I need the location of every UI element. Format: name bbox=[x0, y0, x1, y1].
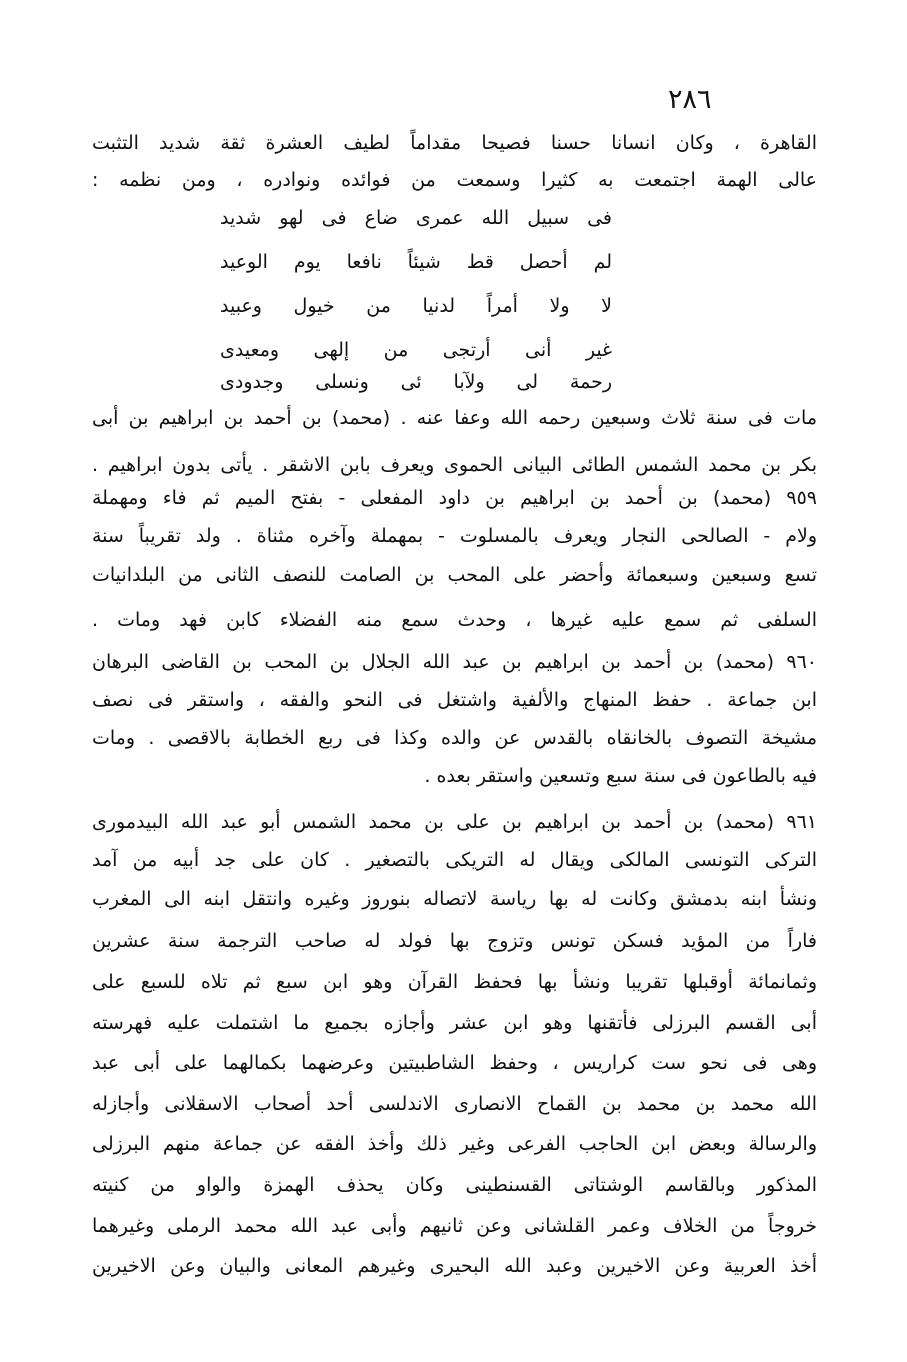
text-line: ونشأ ابنه بدمشق وكانت له بها رياسة لاتصاله بنوروز وغيره وانتقل ابنه الى المغرب bbox=[92, 888, 817, 910]
text-line: عالى الهمة اجتمعت به كثيرا وسمعت من فوائده ونوادره ، ومن نظمه : bbox=[92, 169, 817, 191]
poem-verse: فى سبيل الله عمرى ضاع فى لهو شديد bbox=[220, 207, 612, 229]
poem-verse: غير أنى أرتجى من إلهى ومعيدى bbox=[220, 339, 612, 361]
text-line: القاهرة ، وكان انسانا حسنا فصيحا مقداماً لطيف العشرة ثقة شديد التثبت bbox=[92, 132, 817, 154]
page-number: ٢٨٦ bbox=[668, 84, 712, 115]
text-line: السلفى ثم سمع عليه غيرها ، وحدث سمع منه الفضلاء كابن فهد ومات . bbox=[92, 609, 817, 631]
text-line: مشيخة التصوف بالخانقاه بالقدس عن والده وكذا فى ربع الخطابة بالاقصى . ومات bbox=[92, 727, 817, 749]
text-line: بكر بن محمد الشمس الطائى البيانى الحموى ويعرف بابن الاشقر . يأتى بدون ابراهيم . bbox=[92, 454, 817, 476]
poem-verse: لم أحصل قط شيئاً نافعا يوم الوعيد bbox=[220, 251, 612, 273]
poem-verse: لا ولا أمراً لدنيا من خيول وعبيد bbox=[220, 295, 612, 317]
text-line: وهى فى نحو ست كراريس ، وحفظ الشاطبيتين وعرضهما بكمالهما على أبى عبد bbox=[92, 1052, 817, 1074]
text-line: الله محمد بن محمد بن القماح الانصارى الاندلسى أحد أصحاب الاسقلانى وأجازله bbox=[92, 1093, 817, 1115]
text-line: وثمانمائة أوقبلها تقريبا ونشأ بها فحفظ القرآن وهو ابن سبع ثم تلاه للسبع على bbox=[92, 971, 817, 993]
text-line: مات فى سنة ثلاث وسبعين رحمه الله وعفا عنه . (محمد) بن أحمد بن ابراهيم بن أبى bbox=[92, 407, 817, 429]
text-line: ابن جماعة . حفظ المنهاج والألفية واشتغل فى النحو والفقه ، واستقر فى نصف bbox=[92, 689, 817, 711]
text-line: ولام - الصالحى النجار ويعرف بالمسلوت - بمهملة وآخره مثناة . ولد تقريباً سنة bbox=[92, 525, 817, 547]
text-line: أخذ العربية وعن الاخيرين وعبد الله البحيرى وغيرهم المعانى والبيان وعن الاخيرين bbox=[92, 1255, 817, 1277]
text-line: المذكور وبالقاسم الوشتاتى القسنطينى وكان يحذف الهمزة والواو من كنيته bbox=[92, 1174, 817, 1196]
text-line: فاراً من المؤيد فسكن تونس وتزوج بها فولد له صاحب الترجمة سنة عشرين bbox=[92, 930, 817, 952]
entry-start-959: ٩٥٩ (محمد) بن أحمد بن ابراهيم بن داود المفعلى - بفتح الميم ثم فاء ومهملة bbox=[92, 487, 817, 509]
text-line: أبى القسم البرزلى فأتقنها وهو ابن عشر وأجازه بجميع ما اشتملت عليه فهرسته bbox=[92, 1012, 817, 1034]
poem-verse: رحمة لى ولآبا ئى ونسلى وجدودى bbox=[220, 371, 612, 393]
text-line: والرسالة وبعض ابن الحاجب الفرعى وغير ذلك وأخذ الفقه عن جماعة منهم البرزلى bbox=[92, 1133, 817, 1155]
entry-start-960: ٩٦٠ (محمد) بن أحمد بن ابراهيم بن عبد الله الجلال بن المحب بن القاضى البرهان bbox=[92, 651, 817, 673]
text-line: التركى التونسى المالكى ويقال له التريكى بالتصغير . كان على جد أبيه من آمد bbox=[92, 849, 817, 871]
entry-start-961: ٩٦١ (محمد) بن أحمد بن ابراهيم بن على بن محمد الشمس أبو عبد الله البيدمورى bbox=[92, 811, 817, 833]
text-line: فيه بالطاعون فى سنة سبع وتسعين واستقر بعده . bbox=[424, 765, 817, 787]
text-line: تسع وسبعين وسبعمائة وأحضر على المحب بن الصامت للنصف الثانى من البلدانيات bbox=[92, 564, 817, 586]
text-line: خروجاً من الخلاف وعمر القلشانى وعن ثانيهم وأبى عبد الله محمد الرملى وغيرهما bbox=[92, 1215, 817, 1237]
